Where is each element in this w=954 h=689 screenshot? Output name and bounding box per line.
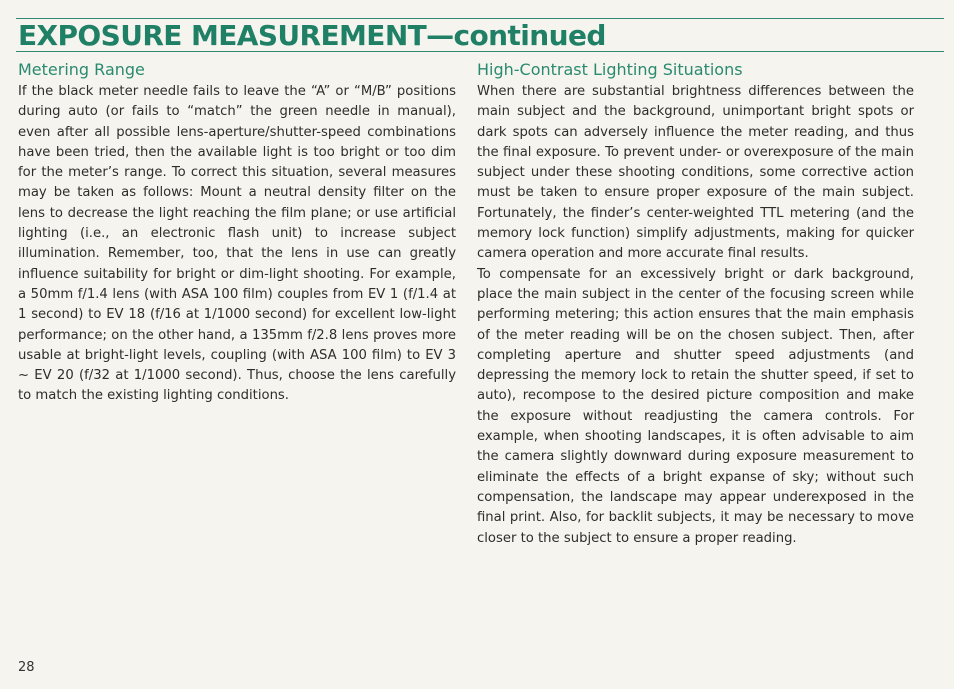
page-number: 28 xyxy=(18,660,35,675)
page-title: EXPOSURE MEASUREMENT—continued xyxy=(18,19,606,52)
section-heading-metering-range: Metering Range xyxy=(18,60,145,79)
left-column xyxy=(18,59,456,407)
title-bottom-rule xyxy=(16,51,944,52)
metering-range-paragraph: If the black meter needle fails to leave the “A” or “M/B” positions during auto (or fails to “match” the green needle in manual), even after all possible lens-aperture/shutter-speed combinations have been tried, then the available light is too bright or too dim for the meter’s range. To correct this situation, several measures may be taken as follows: Mount a neutral density filter on the lens to decrease the light reaching the film plane; or use artificial lighting (i.e., an electronic flash unit) to increase subject illumination. Remember, too, that the lens in use can greatly influence suitability for bright or dim-light shooting. For example, a 50mm f/1.4 lens (with ASA 100 film) couples from EV 1 (f/1.4 at 1 second) to EV 18 (f/16 at 1/1000 second) for excellent low-light performance; on the other hand, a 135mm f/2.8 lens proves more usable at bright-light levels, coupling (with ASA 100 film) to EV 3 ~ EV 20 (f/32 at 1/1000 second). Thus, choose the lens carefully to match the existing lighting conditions. xyxy=(18,84,456,404)
high-contrast-paragraph-1: When there are substantial brightness differences between the main subject and the background, unimportant bright spots or dark spots can adversely influence the meter reading, and thus the final exposure. To prevent under- or overexposure of the main subject under these shooting conditions, some corrective action must be taken to ensure proper exposure of the main subject. Fortunately, the finder’s center-weighted TTL metering (and the memory lock function) simplify adjustments, making for quicker camera operation and more accurate final results. xyxy=(477,84,914,262)
section-heading-high-contrast: High-Contrast Lighting Situations xyxy=(477,60,743,79)
high-contrast-paragraph-2: To compensate for an excessively bright or dark background, place the main subject in the center of the focusing screen while performing metering; this action ensures that the main emphasis of the meter reading will be on the chosen subject. Then, after completing aperture and shutter speed adjustments (and depressing the memory lock to retain the shutter speed, if set to auto), recompose to the desired picture composition and make the exposure without readjusting the camera controls. For example, when shooting landscapes, it is often advisable to aim the camera slightly downward during exposure measurement to eliminate the effects of a bright expanse of sky; without such compensation, the landscape may appear underexposed in the final print. Also, for backlit subjects, it may be necessary to move closer to the subject to ensure a proper reading. xyxy=(477,266,914,546)
right-column xyxy=(477,59,914,549)
